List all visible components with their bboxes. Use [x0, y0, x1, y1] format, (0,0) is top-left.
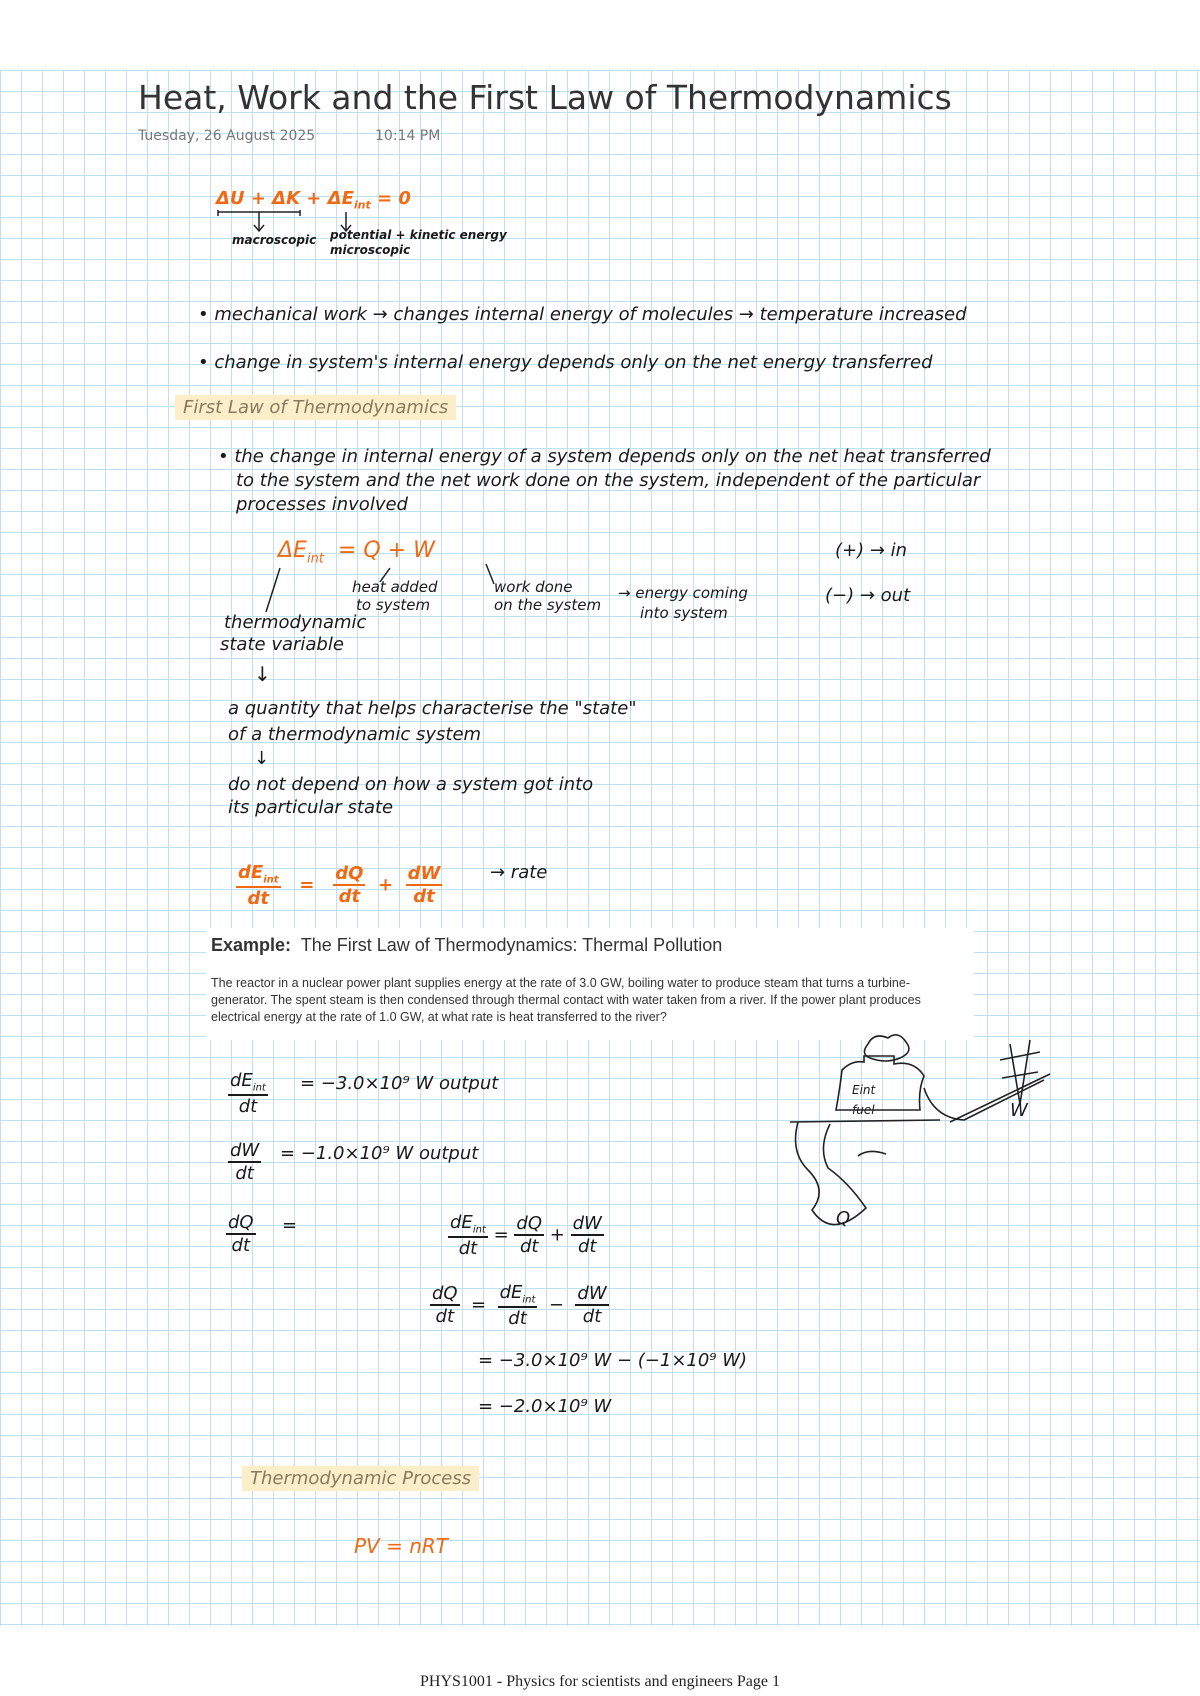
- work-label-1: work done: [494, 578, 573, 596]
- sol-eint-den: dt: [238, 1095, 258, 1117]
- bullet-3-line-2: to the system and the net work done on the system, independent of the particular: [236, 470, 981, 491]
- rate-den-2: dt: [338, 886, 361, 908]
- solution-line-3: =: [282, 1215, 298, 1236]
- rate-num-1: dE: [238, 862, 264, 883]
- solution-step-2: = −2.0×10⁹ W: [478, 1396, 612, 1417]
- sol-dq-den: dt: [231, 1235, 251, 1256]
- sol3-eint-sub: int: [522, 1294, 536, 1306]
- diagram-w-label: W: [1010, 1100, 1028, 1121]
- work-label-2: on the system: [494, 596, 602, 614]
- sol2-eq: =: [493, 1224, 509, 1246]
- first-law-lhs-sub: int: [306, 551, 324, 567]
- sol3-dw-den: dt: [582, 1306, 602, 1328]
- rate-num-1-sub: int: [263, 874, 279, 886]
- first-law-lhs: ΔE: [278, 538, 307, 563]
- solution-step-1: = −3.0×10⁹ W − (−1×10⁹ W): [478, 1350, 748, 1371]
- sol2-dq-num: dQ: [516, 1213, 543, 1235]
- page-time: 10:14 PM: [375, 128, 441, 144]
- first-law-rhs: = Q + W: [337, 538, 435, 563]
- heat-label-2: to system: [356, 596, 431, 614]
- solution-first-law-rate: [448, 1212, 604, 1259]
- energy-coming-1: → energy coming: [618, 584, 748, 602]
- depend-line-2: its particular state: [228, 797, 394, 818]
- quantity-line-1: a quantity that helps characterise the "state": [228, 698, 637, 719]
- rate-plus-sign: +: [377, 874, 394, 896]
- macro-label: macroscopic: [232, 233, 317, 247]
- rate-frac-1: [236, 862, 281, 909]
- energy-eq-main: ΔU + ΔK + ΔE: [216, 188, 354, 209]
- solution-line-1: = −3.0×10⁹ W output: [300, 1073, 499, 1094]
- diagram-fuel-label: fuel: [852, 1103, 875, 1117]
- sol2-eint-num: dE: [450, 1212, 473, 1233]
- ideal-gas-law: PV = nRT: [354, 1534, 449, 1558]
- down-arrow-icon: ↓: [254, 662, 271, 686]
- sol-dw-den: dt: [235, 1163, 254, 1184]
- rate-label: → rate: [490, 862, 548, 883]
- quantity-line-2: of a thermodynamic system: [228, 724, 482, 745]
- diagram-q-label: Q: [836, 1208, 851, 1229]
- sol2-eint-sub: int: [472, 1224, 486, 1236]
- sol2-dq-den: dt: [519, 1236, 539, 1258]
- micro-label-2: microscopic: [330, 243, 411, 257]
- sol2-dw-den: dt: [577, 1236, 597, 1258]
- sol-dw-num: dW: [230, 1140, 260, 1161]
- rate-den-3: dt: [413, 886, 435, 908]
- down-arrow-icon-2: ↓: [254, 748, 270, 769]
- sign-minus: (−) → out: [825, 585, 911, 606]
- rate-frac-2: [333, 863, 365, 907]
- sol3-dq-num: dQ: [432, 1283, 458, 1305]
- bullet-3-line-3: processes involved: [236, 494, 408, 515]
- sol3-dq-den: dt: [435, 1306, 455, 1328]
- sol-dq-num: dQ: [228, 1212, 254, 1233]
- energy-coming-2: into system: [640, 604, 728, 622]
- diagram-eint-label: Eint: [852, 1083, 876, 1097]
- sol3-eint-den: dt: [508, 1307, 527, 1329]
- sol2-eint-den: dt: [458, 1237, 478, 1259]
- sol3-eq: =: [471, 1294, 487, 1316]
- depend-line-1: do not depend on how a system got into: [228, 774, 594, 795]
- rate-num-3: dW: [407, 863, 441, 885]
- bullet-3-text-1: the change in internal energy of a system depends only on the net heat transferred: [234, 446, 991, 467]
- bullet-3-line-1: • the change in internal energy of a system depends only on the net heat transferred: [218, 446, 991, 467]
- example-title: [211, 935, 722, 956]
- heat-label-1: heat added: [352, 578, 438, 596]
- sol3-eint-num: dE: [499, 1282, 523, 1303]
- state-variable-1: thermodynamic: [224, 612, 367, 633]
- solution-rearranged: $\frac{dQ}{dt}$ = $\frac{dE_{int}}{dt}$ − $\frac{dW}{dt}$: [432, 1282, 607, 1329]
- page-title: Heat, Work and the First Law of Thermodynamics: [138, 78, 952, 117]
- sol2-dw-num: dW: [572, 1213, 602, 1235]
- sign-plus: (+) → in: [835, 540, 908, 561]
- page-footer: PHYS1001 - Physics for scientists and engineers Page 1: [420, 1673, 780, 1690]
- sol3-dw-num: dW: [577, 1283, 607, 1305]
- solution-line-2: = −1.0×10⁹ W output: [280, 1143, 479, 1164]
- state-variable-2: state variable: [220, 634, 344, 655]
- micro-label-1: potential + kinetic energy: [330, 228, 507, 242]
- solution-frac-dw: [228, 1140, 261, 1184]
- example-label: Example:: [211, 935, 292, 955]
- rate-num-2: dQ: [335, 863, 364, 885]
- rate-equation: [236, 862, 442, 909]
- bullet-1: • mechanical work → changes internal energy of molecules → temperature increased: [198, 304, 967, 325]
- page-date: Tuesday, 26 August 2025: [138, 128, 316, 144]
- rate-eq-sign: =: [299, 874, 315, 896]
- section-first-law: First Law of Thermodynamics: [175, 395, 456, 420]
- rate-frac-3: [406, 863, 443, 907]
- sol-eint-sub: int: [252, 1082, 266, 1094]
- solution-frac-dq: [226, 1212, 256, 1256]
- bullet-2-text: change in system's internal energy depends only on the net energy transferred: [214, 352, 933, 373]
- bullet-1-text: mechanical work → changes internal energy of molecules → temperature increased: [214, 304, 967, 325]
- rate-den-1: dt: [247, 887, 269, 909]
- sol-eint-num: dE: [230, 1070, 253, 1091]
- example-text: The reactor in a nuclear power plant supplies energy at the rate of 3.0 GW, boiling water to produce steam that turns a turbine-generator. The spent steam is then condensed through thermal contact with water taken from a river. If the power plant produces electrical energy at the rate of 1.0 GW, at what rate is heat transferred to the river?: [211, 976, 921, 1024]
- section-thermodynamic-process: Thermodynamic Process: [242, 1466, 479, 1491]
- solution-frac-eint: [228, 1070, 268, 1117]
- sol2-plus: +: [549, 1224, 565, 1246]
- power-plant-sketch-icon: [780, 1030, 1070, 1240]
- example-heading: The First Law of Thermodynamics: Thermal Pollution: [300, 935, 723, 955]
- energy-eq-sub: int: [353, 198, 371, 212]
- energy-eq-tail: = 0: [377, 188, 411, 209]
- bullet-2: • change in system's internal energy depends only on the net energy transferred: [198, 352, 933, 373]
